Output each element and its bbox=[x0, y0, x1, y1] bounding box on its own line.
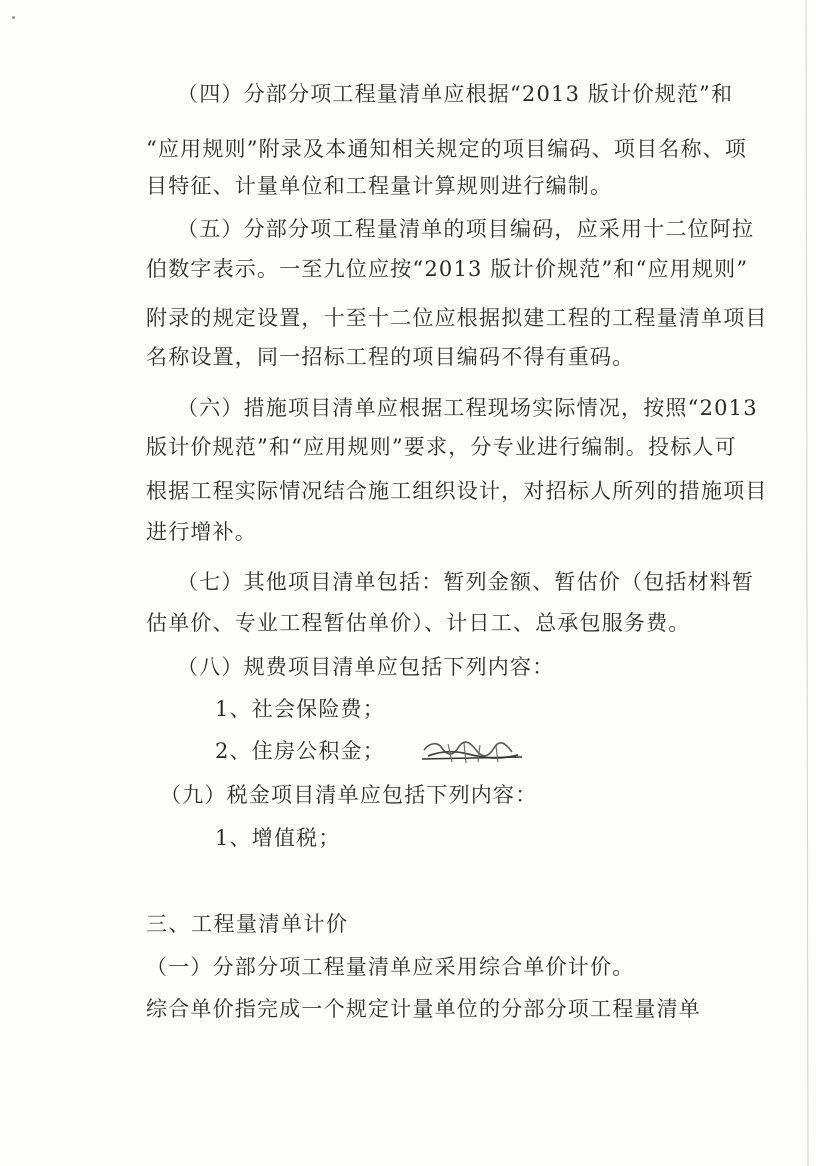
scan-speck bbox=[12, 16, 15, 19]
list-item-vat: 1、增值税； bbox=[215, 826, 341, 850]
paragraph-8-heading: （八）规费项目清单应包括下列内容： bbox=[177, 655, 555, 679]
paragraph-4-line-1: （四）分部分项工程量清单应根据“2013 版计价规范”和 bbox=[177, 82, 734, 106]
paragraph-6-line-1: （六）措施项目清单应根据工程现场实际情况，按照“2013 bbox=[177, 396, 758, 420]
paragraph-5-line-4: 名称设置，同一招标工程的项目编码不得有重码。 bbox=[146, 345, 635, 369]
paragraph-6-line-4: 进行增补。 bbox=[146, 520, 257, 544]
paragraph-7-line-2: 估单价、专业工程暂估单价）、计日工、总承包服务费。 bbox=[146, 611, 691, 635]
paragraph-7-line-1: （七）其他项目清单包括：暂列金额、暂估价（包括材料暂 bbox=[177, 570, 755, 594]
section-3-paragraph-1: （一）分部分项工程量清单应采用综合单价计价。 bbox=[146, 955, 635, 979]
list-item-social-insurance: 1、社会保险费； bbox=[215, 697, 385, 721]
section-3-heading: 三、工程量清单计价 bbox=[146, 912, 349, 936]
paragraph-4-line-3: 目特征、计量单位和工程量计算规则进行编制。 bbox=[146, 174, 613, 198]
paragraph-4-line-2: “应用规则”附录及本通知相关规定的项目编码、项目名称、项 bbox=[146, 137, 748, 161]
paragraph-5-line-1: （五）分部分项工程量清单的项目编码，应采用十二位阿拉 bbox=[177, 217, 755, 241]
section-3-paragraph-2: 综合单价指完成一个规定计量单位的分部分项工程量清单 bbox=[146, 997, 701, 1021]
paragraph-5-line-3: 附录的规定设置，十至十二位应根据拟建工程的工程量清单项目 bbox=[146, 306, 768, 330]
paragraph-5-line-2: 伯数字表示。一至九位应按“2013 版计价规范”和“应用规则” bbox=[146, 257, 749, 281]
paragraph-6-line-3: 根据工程实际情况结合施工组织设计，对招标人所列的措施项目 bbox=[146, 479, 768, 503]
list-item-housing-fund: 2、住房公积金； bbox=[215, 739, 385, 763]
paragraph-6-line-2: 版计价规范”和“应用规则”要求，分专业进行编制。投标人可 bbox=[146, 435, 737, 459]
handwritten-strikethrough-mark bbox=[418, 738, 528, 770]
paragraph-9-heading: （九）税金项目清单应包括下列内容： bbox=[160, 783, 538, 807]
